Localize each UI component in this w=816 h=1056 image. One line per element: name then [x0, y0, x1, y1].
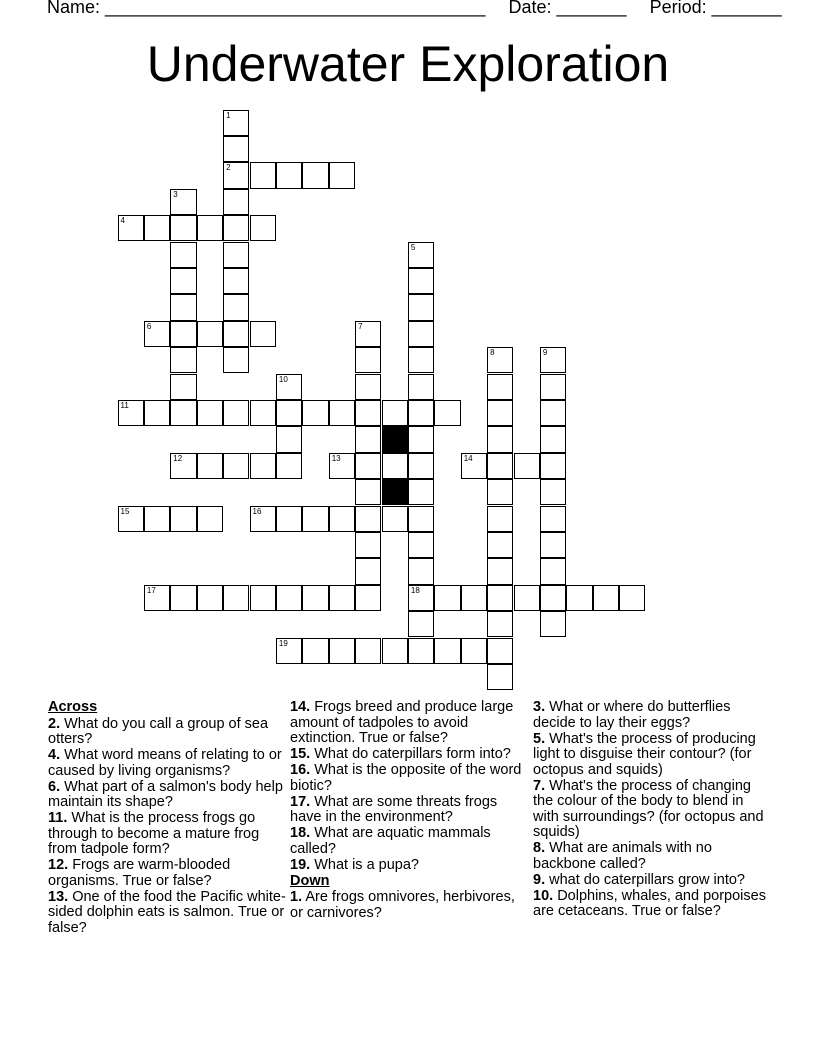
grid-cell[interactable]	[197, 506, 223, 532]
clue-number: 5.	[533, 730, 546, 747]
grid-cell[interactable]	[276, 638, 302, 664]
clue-number: 7.	[533, 777, 546, 794]
clue-item	[533, 732, 771, 779]
clue-number: 16.	[290, 762, 311, 778]
date-field[interactable]: Date: _______	[508, 0, 627, 17]
clue-text: Frogs breed and produce large amount of tadpoles to avoid extinction. True or false?	[290, 699, 514, 746]
grid-cell[interactable]	[540, 506, 566, 532]
clue-number: 15	[120, 506, 130, 516]
grid-cell[interactable]	[302, 506, 328, 532]
grid-cell[interactable]	[170, 585, 196, 611]
grid-cell[interactable]	[540, 611, 566, 637]
grid-cell[interactable]	[276, 585, 302, 611]
clue-number: 14	[463, 453, 473, 463]
clue-text: Are frogs omnivores, herbivores, or carnivores?	[290, 889, 515, 921]
grid-cell[interactable]	[434, 638, 460, 664]
clue-text: One of the food the Pacific white-sided dolphin eats is salmon. True or false?	[48, 888, 286, 936]
grid-cell[interactable]	[487, 426, 513, 452]
clue-number: 12.	[48, 857, 69, 873]
grid-cell[interactable]	[355, 347, 381, 373]
clues-column-2	[290, 700, 528, 922]
grid-cell[interactable]	[223, 294, 249, 320]
grid-cell[interactable]	[302, 585, 328, 611]
grid-cell[interactable]	[223, 242, 249, 268]
grid-cell[interactable]	[223, 453, 249, 479]
clue-text: What is the process frogs go through to become a mature frog from tadpole form?	[48, 810, 260, 857]
grid-cell[interactable]	[487, 479, 513, 505]
clue-number: 8	[490, 348, 495, 358]
grid-cell[interactable]	[250, 321, 276, 347]
grid-cell[interactable]	[329, 585, 355, 611]
clue-number: 6.	[48, 778, 61, 795]
clue-text: What word means of relating to or caused by living organisms?	[48, 747, 282, 779]
grid-cell[interactable]	[540, 479, 566, 505]
grid-cell[interactable]	[170, 321, 196, 347]
grid-cell[interactable]	[144, 321, 170, 347]
clue-text: What do caterpillars form into?	[310, 746, 511, 762]
clue-number: 19.	[290, 856, 311, 873]
grid-cell[interactable]	[355, 400, 381, 426]
clue-item	[533, 779, 771, 841]
clue-item	[290, 795, 528, 826]
clue-number: 17	[146, 585, 156, 595]
grid-cell[interactable]	[382, 453, 408, 479]
clue-number: 17.	[290, 793, 311, 810]
clue-item	[48, 811, 286, 858]
grid-cell[interactable]	[540, 585, 566, 611]
grid-cell[interactable]	[540, 374, 566, 400]
clue-number: 2.	[48, 715, 61, 732]
clue-item	[48, 780, 286, 811]
grid-cell[interactable]	[197, 400, 223, 426]
grid-cell[interactable]	[355, 321, 381, 347]
grid-cell[interactable]	[170, 347, 196, 373]
clue-number: 7	[358, 321, 363, 331]
clue-number: 6	[146, 321, 152, 331]
grid-cell[interactable]	[355, 453, 381, 479]
grid-cell[interactable]	[408, 611, 434, 637]
clue-number: 4	[120, 216, 125, 226]
grid-cell[interactable]	[355, 558, 381, 584]
grid-cell[interactable]	[540, 532, 566, 558]
grid-cell[interactable]	[197, 215, 223, 241]
grid-cell[interactable]	[250, 400, 276, 426]
grid-cell[interactable]	[461, 585, 487, 611]
grid-cell[interactable]	[540, 400, 566, 426]
grid-cell[interactable]	[593, 585, 619, 611]
grid-cell[interactable]	[408, 453, 434, 479]
clue-text: What do you call a group of sea otters?	[48, 715, 269, 747]
grid-cell[interactable]	[619, 585, 645, 611]
grid-cell[interactable]	[170, 294, 196, 320]
grid-cell[interactable]	[276, 453, 302, 479]
clue-item	[48, 748, 286, 779]
clue-number: 3	[173, 189, 178, 199]
clue-text: What is the opposite of the word biotic?	[290, 762, 522, 794]
grid-cell[interactable]	[487, 374, 513, 400]
clue-text: Frogs are warm-blooded organisms. True or false?	[48, 857, 231, 889]
grid-cell[interactable]	[302, 162, 328, 188]
grid-cell[interactable]	[302, 400, 328, 426]
grid-cell[interactable]	[514, 453, 540, 479]
clue-number: 11.	[48, 810, 68, 826]
grid-cell[interactable]	[355, 506, 381, 532]
grid-cell[interactable]	[223, 268, 249, 294]
grid-cell[interactable]	[382, 400, 408, 426]
grid-cell[interactable]	[276, 162, 302, 188]
grid-cell[interactable]	[170, 453, 196, 479]
clue-text: What or where do butterflies decide to lay their eggs?	[533, 699, 731, 731]
grid-cell[interactable]	[461, 453, 487, 479]
grid-cell[interactable]	[408, 426, 434, 452]
clue-number: 1	[226, 110, 231, 120]
grid-cell[interactable]	[487, 585, 513, 611]
grid-cell[interactable]	[170, 374, 196, 400]
grid-cell[interactable]	[408, 558, 434, 584]
grid-cell[interactable]	[223, 189, 249, 215]
grid-cell[interactable]	[170, 242, 196, 268]
grid-cell[interactable]	[540, 453, 566, 479]
clue-item	[48, 717, 286, 748]
grid-cell[interactable]	[408, 479, 434, 505]
grid-cell[interactable]	[408, 321, 434, 347]
grid-cell[interactable]	[408, 532, 434, 558]
grid-cell[interactable]	[276, 374, 302, 400]
clue-text: What is a pupa?	[310, 856, 419, 873]
clue-number: 3.	[533, 699, 546, 715]
grid-cell[interactable]	[118, 400, 144, 426]
grid-cell[interactable]	[487, 453, 513, 479]
clue-item	[533, 841, 771, 872]
clue-number: 18	[410, 585, 420, 595]
clues-column-3	[533, 700, 771, 920]
blocked-cell	[382, 426, 408, 452]
grid-cell[interactable]	[118, 215, 144, 241]
blocked-cell	[382, 479, 408, 505]
clue-item	[48, 858, 286, 889]
clue-number: 18.	[290, 825, 311, 841]
grid-cell[interactable]	[540, 347, 566, 373]
grid-cell[interactable]	[170, 268, 196, 294]
grid-cell[interactable]	[408, 506, 434, 532]
grid-cell[interactable]	[408, 268, 434, 294]
grid-cell[interactable]	[487, 558, 513, 584]
clue-item	[290, 890, 528, 921]
grid-cell[interactable]	[355, 479, 381, 505]
grid-cell[interactable]	[566, 585, 592, 611]
grid-cell[interactable]	[540, 558, 566, 584]
grid-cell[interactable]	[355, 585, 381, 611]
down-heading: Down	[290, 872, 330, 889]
grid-cell[interactable]	[382, 506, 408, 532]
grid-cell[interactable]	[170, 189, 196, 215]
clue-item	[533, 889, 771, 920]
grid-cell[interactable]	[250, 162, 276, 188]
grid-cell[interactable]	[487, 400, 513, 426]
grid-cell[interactable]	[514, 585, 540, 611]
clue-text: What's the process of changing the colour of the body to blend in with surroundings? (for octopus and squids)	[533, 777, 764, 840]
clue-item	[290, 700, 528, 747]
grid-cell[interactable]	[118, 506, 144, 532]
clue-number: 8.	[533, 840, 546, 856]
grid-cell[interactable]	[434, 400, 460, 426]
clue-item	[533, 700, 771, 731]
grid-cell[interactable]	[144, 585, 170, 611]
grid-cell[interactable]	[144, 215, 170, 241]
clue-text: What part of a salmon's body help maintain its shape?	[48, 778, 283, 810]
grid-cell[interactable]	[223, 136, 249, 162]
grid-cell[interactable]	[487, 532, 513, 558]
clue-number: 4.	[48, 747, 61, 763]
grid-cell[interactable]	[355, 374, 381, 400]
grid-cell[interactable]	[355, 426, 381, 452]
grid-cell[interactable]	[223, 400, 249, 426]
grid-cell[interactable]	[408, 400, 434, 426]
grid-cell[interactable]	[223, 110, 249, 136]
clue-text: What are animals with no backbone called?	[533, 840, 712, 872]
grid-cell[interactable]	[223, 162, 249, 188]
clue-item	[290, 858, 528, 874]
clue-number: 10	[278, 374, 288, 384]
clue-number: 1.	[290, 889, 303, 905]
grid-cell[interactable]	[250, 215, 276, 241]
clue-item	[290, 747, 528, 763]
across-heading: Across	[48, 699, 98, 715]
grid-cell[interactable]	[355, 532, 381, 558]
grid-cell[interactable]	[170, 400, 196, 426]
clue-number: 9.	[533, 871, 546, 888]
clue-text: What are some threats frogs have in the environment?	[290, 793, 498, 825]
clue-number: 15.	[290, 746, 311, 762]
grid-cell[interactable]	[408, 638, 434, 664]
grid-cell[interactable]	[170, 215, 196, 241]
grid-cell[interactable]	[170, 506, 196, 532]
grid-cell[interactable]	[329, 400, 355, 426]
clue-text: What's the process of producing light to disguise their contour? (for octopus and squids)	[533, 730, 756, 778]
clue-item	[533, 873, 771, 889]
grid-cell[interactable]	[434, 585, 460, 611]
grid-cell[interactable]	[408, 347, 434, 373]
grid-cell[interactable]	[223, 585, 249, 611]
grid-cell[interactable]	[144, 506, 170, 532]
grid-cell[interactable]	[382, 638, 408, 664]
grid-cell[interactable]	[276, 506, 302, 532]
grid-cell[interactable]	[250, 453, 276, 479]
grid-cell[interactable]	[144, 400, 170, 426]
grid-cell[interactable]	[408, 585, 434, 611]
grid-cell[interactable]	[329, 453, 355, 479]
grid-cell[interactable]	[540, 426, 566, 452]
grid-cell[interactable]	[329, 506, 355, 532]
clue-number: 5	[410, 242, 416, 252]
grid-cell[interactable]	[197, 321, 223, 347]
grid-cell[interactable]	[250, 506, 276, 532]
clue-item	[290, 826, 528, 857]
grid-cell[interactable]	[461, 638, 487, 664]
grid-cell[interactable]	[250, 585, 276, 611]
grid-cell[interactable]	[355, 638, 381, 664]
grid-cell[interactable]	[302, 638, 328, 664]
clue-item	[48, 890, 286, 937]
page-title: Underwater Exploration	[146, 36, 670, 92]
grid-cell[interactable]	[223, 321, 249, 347]
grid-cell[interactable]	[487, 506, 513, 532]
clue-text: Dolphins, whales, and porpoises are cetaceans. True or false?	[533, 887, 766, 919]
grid-cell[interactable]	[223, 347, 249, 373]
clue-number: 13.	[48, 888, 69, 905]
clue-number: 19	[278, 638, 288, 648]
grid-cell[interactable]	[276, 400, 302, 426]
grid-cell[interactable]	[487, 347, 513, 373]
clue-number: 13	[331, 453, 341, 463]
name-field[interactable]: Name: ______________________________________	[47, 0, 486, 17]
grid-cell[interactable]	[197, 585, 223, 611]
clue-number: 11	[120, 400, 129, 410]
clue-number: 16	[252, 506, 262, 516]
grid-cell[interactable]	[197, 453, 223, 479]
clue-number: 2	[226, 163, 231, 173]
grid-cell[interactable]	[487, 611, 513, 637]
grid-cell[interactable]	[408, 374, 434, 400]
clue-number: 9	[542, 348, 548, 358]
grid-cell[interactable]	[487, 664, 513, 690]
grid-cell[interactable]	[329, 638, 355, 664]
clues-column-1	[48, 700, 286, 937]
clue-text: What are aquatic mammals called?	[290, 825, 491, 857]
clue-item	[290, 763, 528, 794]
grid-cell[interactable]	[329, 162, 355, 188]
grid-cell[interactable]	[276, 426, 302, 452]
grid-cell[interactable]	[408, 294, 434, 320]
clue-number: 10.	[533, 887, 554, 904]
clue-number: 12	[173, 453, 183, 463]
clue-number: 14.	[290, 699, 311, 715]
period-field[interactable]: Period: _______	[649, 0, 782, 17]
grid-cell[interactable]	[223, 215, 249, 241]
grid-cell[interactable]	[408, 242, 434, 268]
clue-text: what do caterpillars grow into?	[545, 871, 745, 888]
grid-cell[interactable]	[487, 638, 513, 664]
